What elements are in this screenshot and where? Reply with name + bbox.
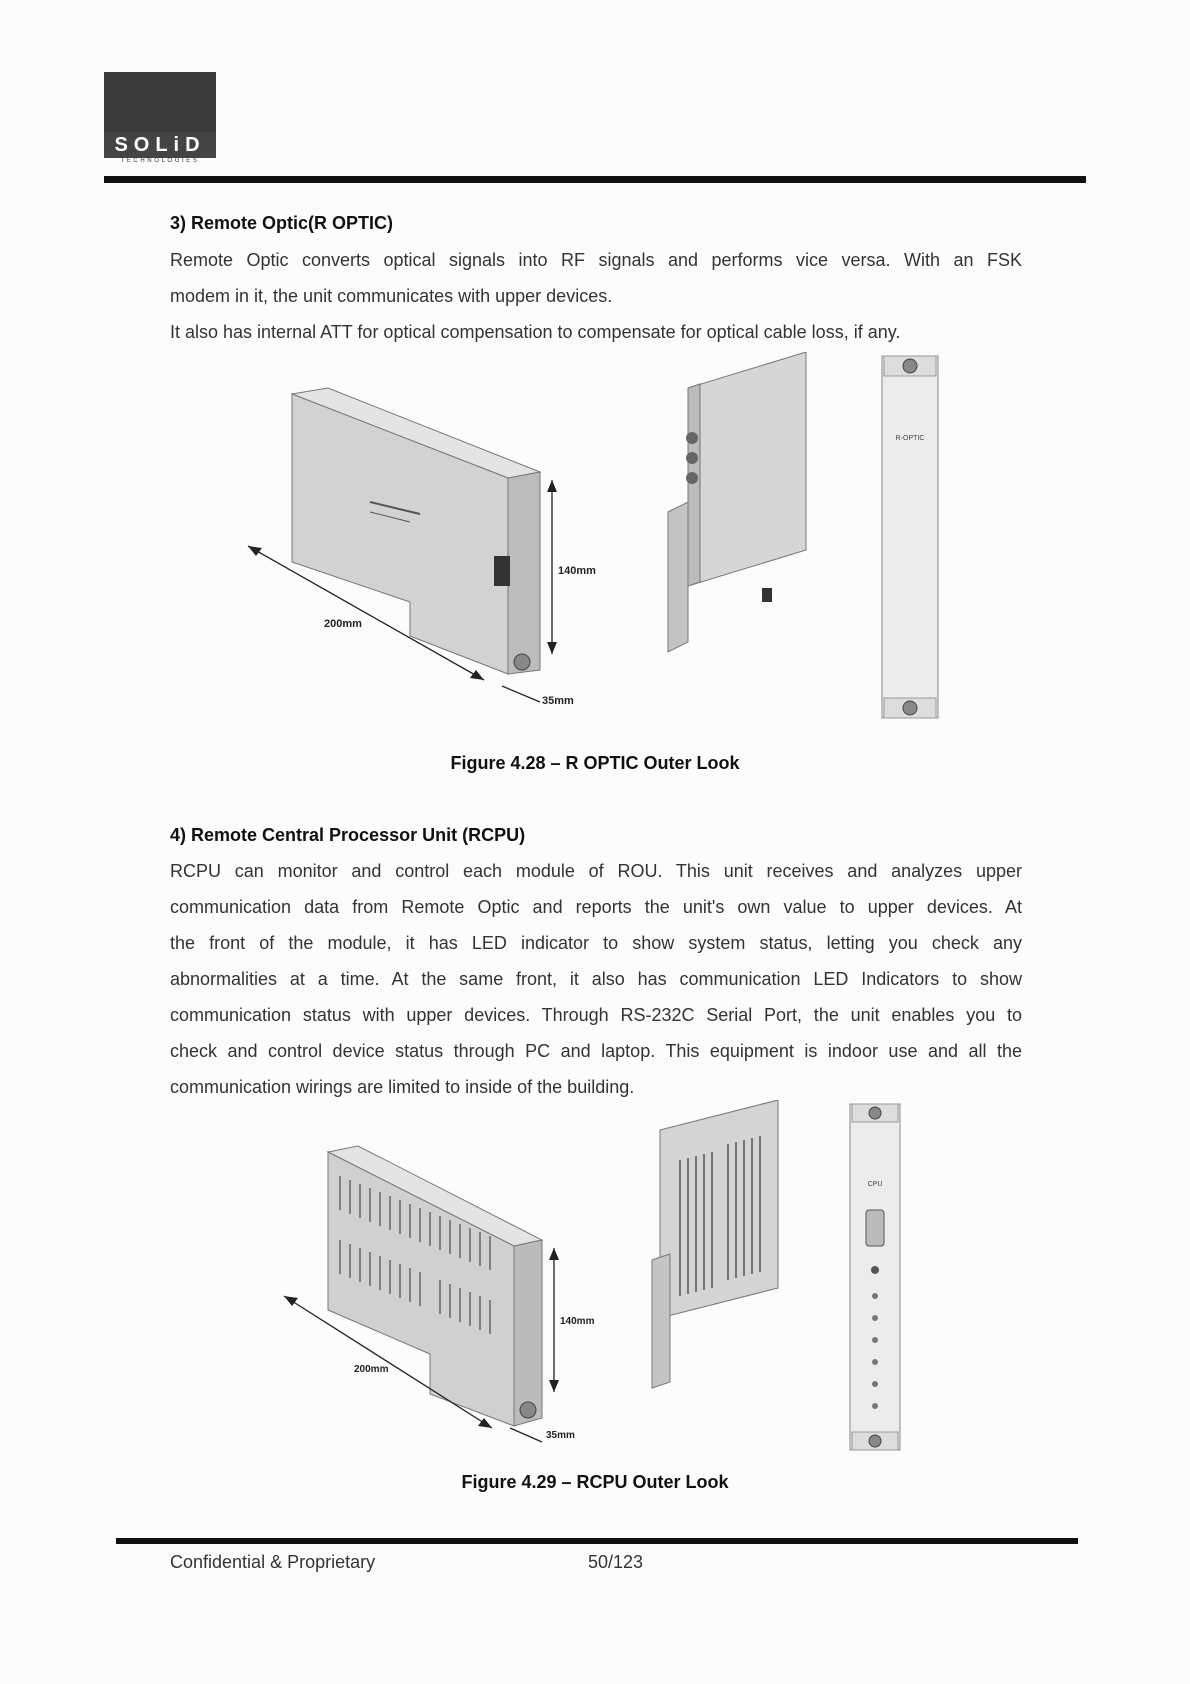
body-line: abnormalities at a time. At the same front, it also has communication LED Indicators to show (170, 969, 1022, 989)
dimension-height-label: 140mm (558, 565, 596, 577)
body-line: Remote Optic converts optical signals into RF signals and performs vice versa. With an FSK (170, 250, 1022, 270)
rcpu-isometric-view (284, 1146, 559, 1442)
r-optic-side-view (668, 352, 806, 652)
rcpu-figure (270, 1100, 920, 1460)
body-line: communication status with upper devices. Through RS-232C Serial Port, the unit enables you to (170, 1005, 1022, 1025)
dimension-length-label: 200mm (324, 618, 362, 630)
logo-subtext: TECHNOLOGIES (120, 158, 200, 164)
panel-label: R-OPTIC (895, 435, 925, 442)
section-body-rcpu (170, 853, 1022, 1105)
section-body-r-optic (170, 242, 1022, 350)
rcpu-front-panel (850, 1104, 900, 1450)
panel-label: CPU (867, 1181, 883, 1188)
dimension-depth-label: 35mm (542, 695, 574, 707)
body-line: communication data from Remote Optic and reports the unit's own value to upper devices. At (170, 897, 1022, 917)
r-optic-figure (240, 352, 960, 732)
section-heading-r-optic: 3) Remote Optic(R OPTIC) (170, 213, 394, 233)
page-number: 50/123 (588, 1552, 644, 1572)
company-logo (104, 72, 216, 168)
body-line: communication wirings are limited to inside of the building. (170, 1077, 635, 1097)
body-line: modem in it, the unit communicates with upper devices. (170, 286, 613, 306)
dimension-depth-label: 35mm (546, 1430, 575, 1441)
r-optic-front-panel (882, 356, 938, 718)
footer-rule (116, 1538, 1078, 1544)
logo-text: SOLiD (104, 132, 216, 158)
header-rule (104, 176, 1086, 183)
figure-caption-rcpu: Figure 4.29 – RCPU Outer Look (461, 1472, 729, 1492)
logo-block (104, 72, 216, 134)
body-line: It also has internal ATT for optical compensation to compensate for optical cable loss, if any. (170, 322, 901, 342)
r-optic-isometric-view (248, 388, 557, 702)
dimension-length-label: 200mm (354, 1364, 389, 1375)
rcpu-side-view (652, 1100, 778, 1388)
section-heading-rcpu: 4) Remote Central Processor Unit (RCPU) (170, 825, 526, 845)
body-line: the front of the module, it has LED indicator to show system status, letting you check any (170, 933, 1022, 953)
footer-confidential: Confidential & Proprietary (170, 1552, 376, 1572)
body-line: RCPU can monitor and control each module of ROU. This unit receives and analyzes upper (170, 861, 1022, 881)
figure-caption-r-optic: Figure 4.28 – R OPTIC Outer Look (450, 753, 740, 773)
body-line: check and control device status through PC and laptop. This equipment is indoor use and all the (170, 1041, 1022, 1061)
dimension-height-label: 140mm (560, 1316, 595, 1327)
